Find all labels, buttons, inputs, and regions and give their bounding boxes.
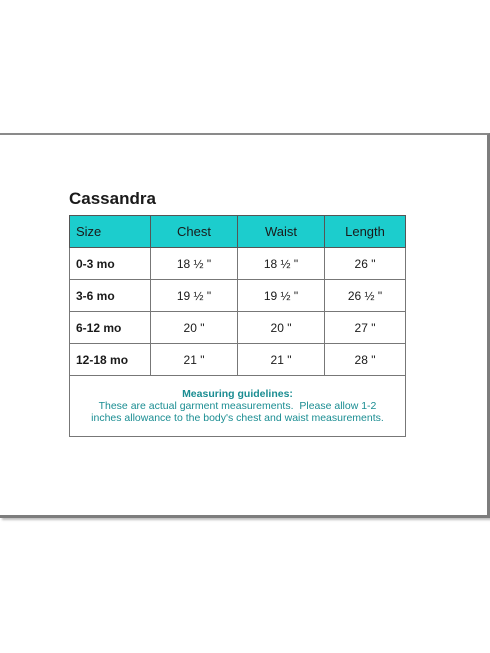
- size-table: [69, 215, 406, 437]
- chest-cell: 20 ": [151, 312, 238, 344]
- table-header-row: [70, 216, 406, 248]
- length-cell: 26 ": [325, 248, 406, 280]
- length-cell: 27 ": [325, 312, 406, 344]
- header-length: Length: [325, 216, 406, 248]
- waist-cell: 18 ½ ": [238, 248, 325, 280]
- size-chart-sheet: [0, 133, 490, 518]
- length-cell: 26 ½ ": [325, 280, 406, 312]
- chest-cell: 21 ": [151, 344, 238, 376]
- size-cell: 12-18 mo: [70, 344, 151, 376]
- table-row: [70, 280, 406, 312]
- guidelines-line-1: These are actual garment measurements. Please allow 1-2: [98, 400, 377, 412]
- table-row: [70, 344, 406, 376]
- table-row: [70, 312, 406, 344]
- header-chest: Chest: [151, 216, 238, 248]
- table-row: [70, 248, 406, 280]
- size-cell: 3-6 mo: [70, 280, 151, 312]
- header-waist: Waist: [238, 216, 325, 248]
- chest-cell: 18 ½ ": [151, 248, 238, 280]
- length-cell: 28 ": [325, 344, 406, 376]
- size-cell: 6-12 mo: [70, 312, 151, 344]
- guidelines-row: [70, 376, 406, 437]
- chest-cell: 19 ½ ": [151, 280, 238, 312]
- waist-cell: 21 ": [238, 344, 325, 376]
- guidelines-title: Measuring guidelines:: [182, 388, 293, 400]
- header-size: Size: [70, 216, 151, 248]
- chart-title: Cassandra: [69, 189, 156, 208]
- waist-cell: 19 ½ ": [238, 280, 325, 312]
- waist-cell: 20 ": [238, 312, 325, 344]
- size-cell: 0-3 mo: [70, 248, 151, 280]
- guidelines-line-2: inches allowance to the body's chest and waist measurements.: [91, 412, 384, 424]
- measuring-guidelines: [70, 376, 406, 437]
